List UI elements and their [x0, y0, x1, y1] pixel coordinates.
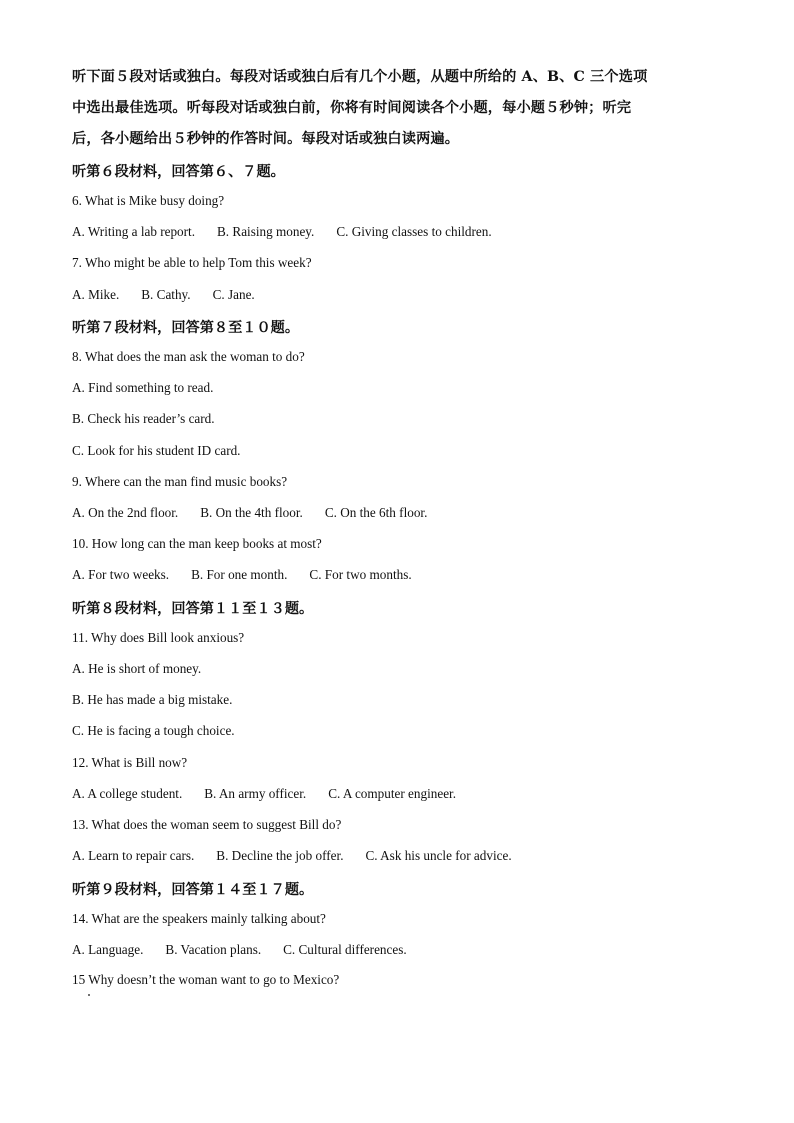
option-b: B. Check his reader’s card. — [72, 411, 215, 426]
option-c: C. Jane. — [212, 287, 255, 302]
option-b: B. On the 4th floor. — [200, 505, 303, 520]
option-b: B. Vacation plans. — [165, 942, 262, 957]
question-stem: 6. What is Mike busy doing? — [72, 193, 225, 208]
question-stem: 10. How long can the man keep books at most? — [72, 536, 322, 551]
options-row — [72, 224, 492, 240]
option-b: B. Raising money. — [217, 224, 315, 239]
question-stem: 12. What is Bill now? — [72, 755, 188, 770]
option-a: A. Find something to read. — [72, 380, 214, 395]
question-stem: 15 Why doesn’t the woman want to go to Mexico? — [72, 972, 340, 987]
option-a: A. On the 2nd floor. — [72, 505, 179, 520]
option-b: B. Decline the job offer. — [216, 848, 344, 863]
option-c: C. For two months. — [309, 567, 412, 582]
question-stem: 7. Who might be able to help Tom this week? — [72, 255, 312, 270]
instructions-line-1: 听下面５段对话或独白。每段对话或独白后有几个小题，从题中所给的 A、B、C 三个选项 — [72, 69, 648, 85]
section-heading: 听第８段材料，回答第１１至１３题。 — [72, 601, 314, 617]
stray-mark — [88, 994, 90, 996]
option-b: B. For one month. — [191, 567, 288, 582]
question-stem: 11. Why does Bill look anxious? — [72, 630, 245, 645]
section-heading: 听第９段材料，回答第１４至１７题。 — [72, 882, 314, 898]
option-a: A. Mike. — [72, 287, 120, 302]
option-a: A. He is short of money. — [72, 661, 202, 676]
option-b: B. Cathy. — [141, 287, 191, 302]
option-a: A. For two weeks. — [72, 567, 170, 582]
question-stem: 8. What does the man ask the woman to do? — [72, 349, 305, 364]
options-row — [72, 942, 407, 958]
option-a: A. Learn to repair cars. — [72, 848, 195, 863]
section-heading: 听第６段材料，回答第６、７题。 — [72, 164, 285, 180]
options-row — [72, 786, 456, 802]
instructions-line-2: 中选出最佳选项。听每段对话或独白前，你将有时间阅读各个小题，每小题５秒钟；听完 — [72, 100, 632, 116]
option-b: B. He has made a big mistake. — [72, 692, 233, 707]
options-row — [72, 287, 255, 303]
option-c: C. Look for his student ID card. — [72, 443, 241, 458]
option-c: C. He is facing a tough choice. — [72, 723, 235, 738]
section-heading: 听第７段材料，回答第８至１０题。 — [72, 320, 300, 336]
options-row — [72, 848, 512, 864]
option-c: C. Giving classes to children. — [336, 224, 492, 239]
question-stem: 14. What are the speakers mainly talking about? — [72, 911, 326, 926]
option-a: A. Language. — [72, 942, 144, 957]
options-row — [72, 567, 412, 583]
option-a: A. A college student. — [72, 786, 183, 801]
option-c: C. Ask his uncle for advice. — [365, 848, 512, 863]
option-c: C. A computer engineer. — [328, 786, 457, 801]
options-row — [72, 505, 427, 521]
instructions-line-3: 后，各小题给出５秒钟的作答时间。每段对话或独白读两遍。 — [72, 131, 460, 147]
option-b: B. An army officer. — [204, 786, 307, 801]
question-stem: 13. What does the woman seem to suggest Bill do? — [72, 817, 342, 832]
option-c: C. Cultural differences. — [283, 942, 407, 957]
option-a: A. Writing a lab report. — [72, 224, 196, 239]
option-c: C. On the 6th floor. — [324, 505, 428, 520]
question-stem: 9. Where can the man find music books? — [72, 474, 288, 489]
